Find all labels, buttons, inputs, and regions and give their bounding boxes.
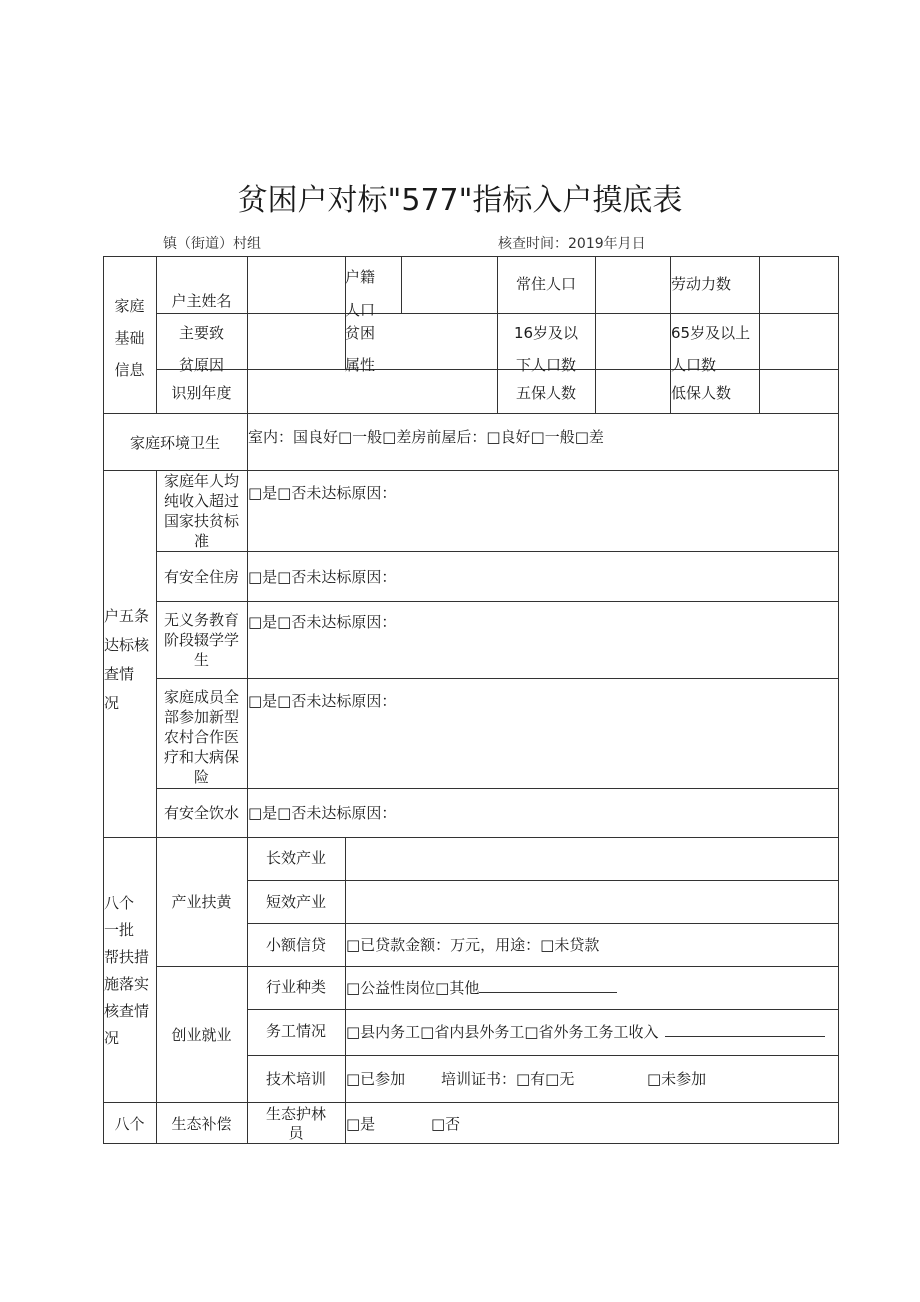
insurance-line: 农村合作医: [163, 728, 239, 746]
industry-type-label: 行业种类: [265, 978, 326, 996]
attribute-line: 贫困: [345, 324, 376, 342]
location-line: 镇（街道）村组: [163, 236, 261, 252]
fill-line: [665, 1021, 825, 1037]
year-label: 识别年度: [171, 384, 232, 402]
industry-label: 产业扶黄: [171, 893, 232, 911]
cause-line: 贫原因: [178, 356, 224, 374]
grid-line: [103, 1143, 839, 1144]
education-value: □是□否未达标原因：: [248, 613, 397, 631]
five-section-label: [104, 602, 149, 718]
survey-table: [103, 256, 839, 1144]
page-title: 贫困户对标"577"指标入户摸底表: [237, 183, 683, 218]
eight-section-line: 一批: [104, 921, 135, 939]
training-certificate: 培训证书：□有□无: [441, 1070, 575, 1088]
grid-line: [401, 256, 402, 313]
insurance-line: 疗和大病保: [163, 748, 239, 766]
training-not-attended: □未参加: [647, 1070, 707, 1088]
check-time: 核查时间：2019年月日: [498, 236, 646, 252]
under16-label: [497, 317, 595, 381]
registered-line: 人口: [345, 301, 376, 319]
eight-section-line: 况: [104, 1029, 120, 1047]
grid-line: [247, 1009, 839, 1010]
training-attended: □已参加: [346, 1070, 406, 1088]
grid-line: [103, 256, 839, 257]
forest-ranger-label: [247, 1105, 345, 1143]
wubao-label: 五保人数: [515, 384, 576, 402]
five-section-line: 达标核: [104, 636, 150, 654]
resident-label: 常住人口: [515, 275, 576, 293]
microloan-value: □已贷款金额：万元，用途：□未贷款: [346, 936, 600, 954]
hygiene-label: 家庭环境卫生: [129, 434, 220, 452]
grid-line: [247, 1055, 839, 1056]
income-line: 家庭年人均: [163, 472, 239, 490]
water-label: 有安全饮水: [163, 804, 239, 822]
five-section-line: 查情: [104, 665, 135, 683]
long-term-label: 长效产业: [265, 849, 326, 867]
grid-line: [595, 256, 596, 413]
grid-line: [156, 788, 839, 789]
under16-line: 16岁及以: [513, 324, 579, 342]
five-section-line: 户五条: [104, 607, 150, 625]
basic-section-line: 家庭: [114, 297, 145, 315]
cause-line: 主要致: [178, 324, 224, 342]
water-value: □是□否未达标原因：: [248, 804, 397, 822]
grid-line: [103, 1102, 839, 1103]
eco-label: 生态补偿: [171, 1115, 232, 1133]
basic-section-line: 基础: [114, 329, 145, 347]
basic-section-line: 信息: [114, 361, 145, 379]
work-status-value: [346, 1021, 825, 1042]
education-line: 无义务教育: [163, 611, 239, 629]
employment-label: 创业就业: [171, 1026, 232, 1044]
grid-line: [156, 601, 839, 602]
last-section-label: 八个: [114, 1115, 145, 1133]
cause-label: [156, 317, 247, 381]
eight-section-line: 施落实: [104, 975, 150, 993]
insurance-label: [156, 687, 247, 787]
income-label: [156, 471, 247, 551]
education-line: 生: [193, 651, 209, 669]
work-status-text: □县内务工□省内县外务工□省外务工务工收入: [346, 1023, 659, 1041]
education-label: [156, 610, 247, 670]
housing-label: 有安全住房: [163, 568, 239, 586]
under16-line: 下人口数: [515, 356, 576, 374]
insurance-value: □是□否未达标原因：: [248, 692, 397, 710]
over65-line: 人口数: [671, 356, 717, 374]
five-section-line: 况: [104, 694, 120, 712]
grid-line: [759, 256, 760, 413]
dibao-label: 低保人数: [671, 384, 732, 402]
grid-line: [247, 923, 839, 924]
registered-line: 户籍: [345, 268, 376, 286]
grid-line: [103, 837, 839, 838]
grid-line: [156, 551, 839, 552]
eco-no: □否: [431, 1115, 461, 1133]
hygiene-value: 室内：国良好□一般□差房前屋后：□良好□一般□差: [248, 428, 604, 446]
grid-line: [156, 966, 839, 967]
fill-line: [479, 977, 617, 993]
forest-ranger-line: 员: [288, 1124, 304, 1142]
insurance-line: 险: [193, 768, 209, 786]
attribute-label: [345, 317, 375, 381]
income-line: 国家扶贫标: [163, 512, 239, 530]
short-term-label: 短效产业: [265, 893, 326, 911]
housing-value: □是□否未达标原因：: [248, 568, 397, 586]
insurance-line: 家庭成员全: [163, 688, 239, 706]
grid-line: [103, 413, 839, 414]
grid-line: [838, 256, 839, 1144]
householder-label: 户主姓名: [171, 292, 232, 310]
insurance-line: 部参加新型: [163, 708, 239, 726]
industry-type-text: □公益性岗位□其他: [346, 979, 480, 997]
grid-line: [247, 880, 839, 881]
over65-line: 65岁及以上: [671, 324, 751, 342]
education-line: 阶段辍学学: [163, 631, 239, 649]
basic-section-label: [103, 290, 156, 386]
eight-section-line: 八个: [104, 894, 135, 912]
income-line: 纯收入超过: [163, 492, 239, 510]
eight-section-label: [104, 890, 149, 1052]
training-label: 技术培训: [265, 1070, 326, 1088]
eight-section-line: 核查情: [104, 1002, 150, 1020]
microloan-label: 小额信贷: [265, 936, 326, 954]
over65-label: [671, 317, 750, 381]
eight-section-line: 帮扶措: [104, 948, 150, 966]
industry-type-value: [346, 977, 617, 998]
work-status-label: 务工情况: [265, 1022, 326, 1040]
labor-label: 劳动力数: [671, 275, 732, 293]
forest-ranger-line: 生态护林: [265, 1105, 326, 1123]
grid-line: [156, 678, 839, 679]
income-line: 准: [193, 532, 209, 550]
attribute-line: 属性: [345, 356, 376, 374]
income-value: □是□否未达标原因：: [248, 484, 397, 502]
eco-yes: □是: [346, 1115, 376, 1133]
